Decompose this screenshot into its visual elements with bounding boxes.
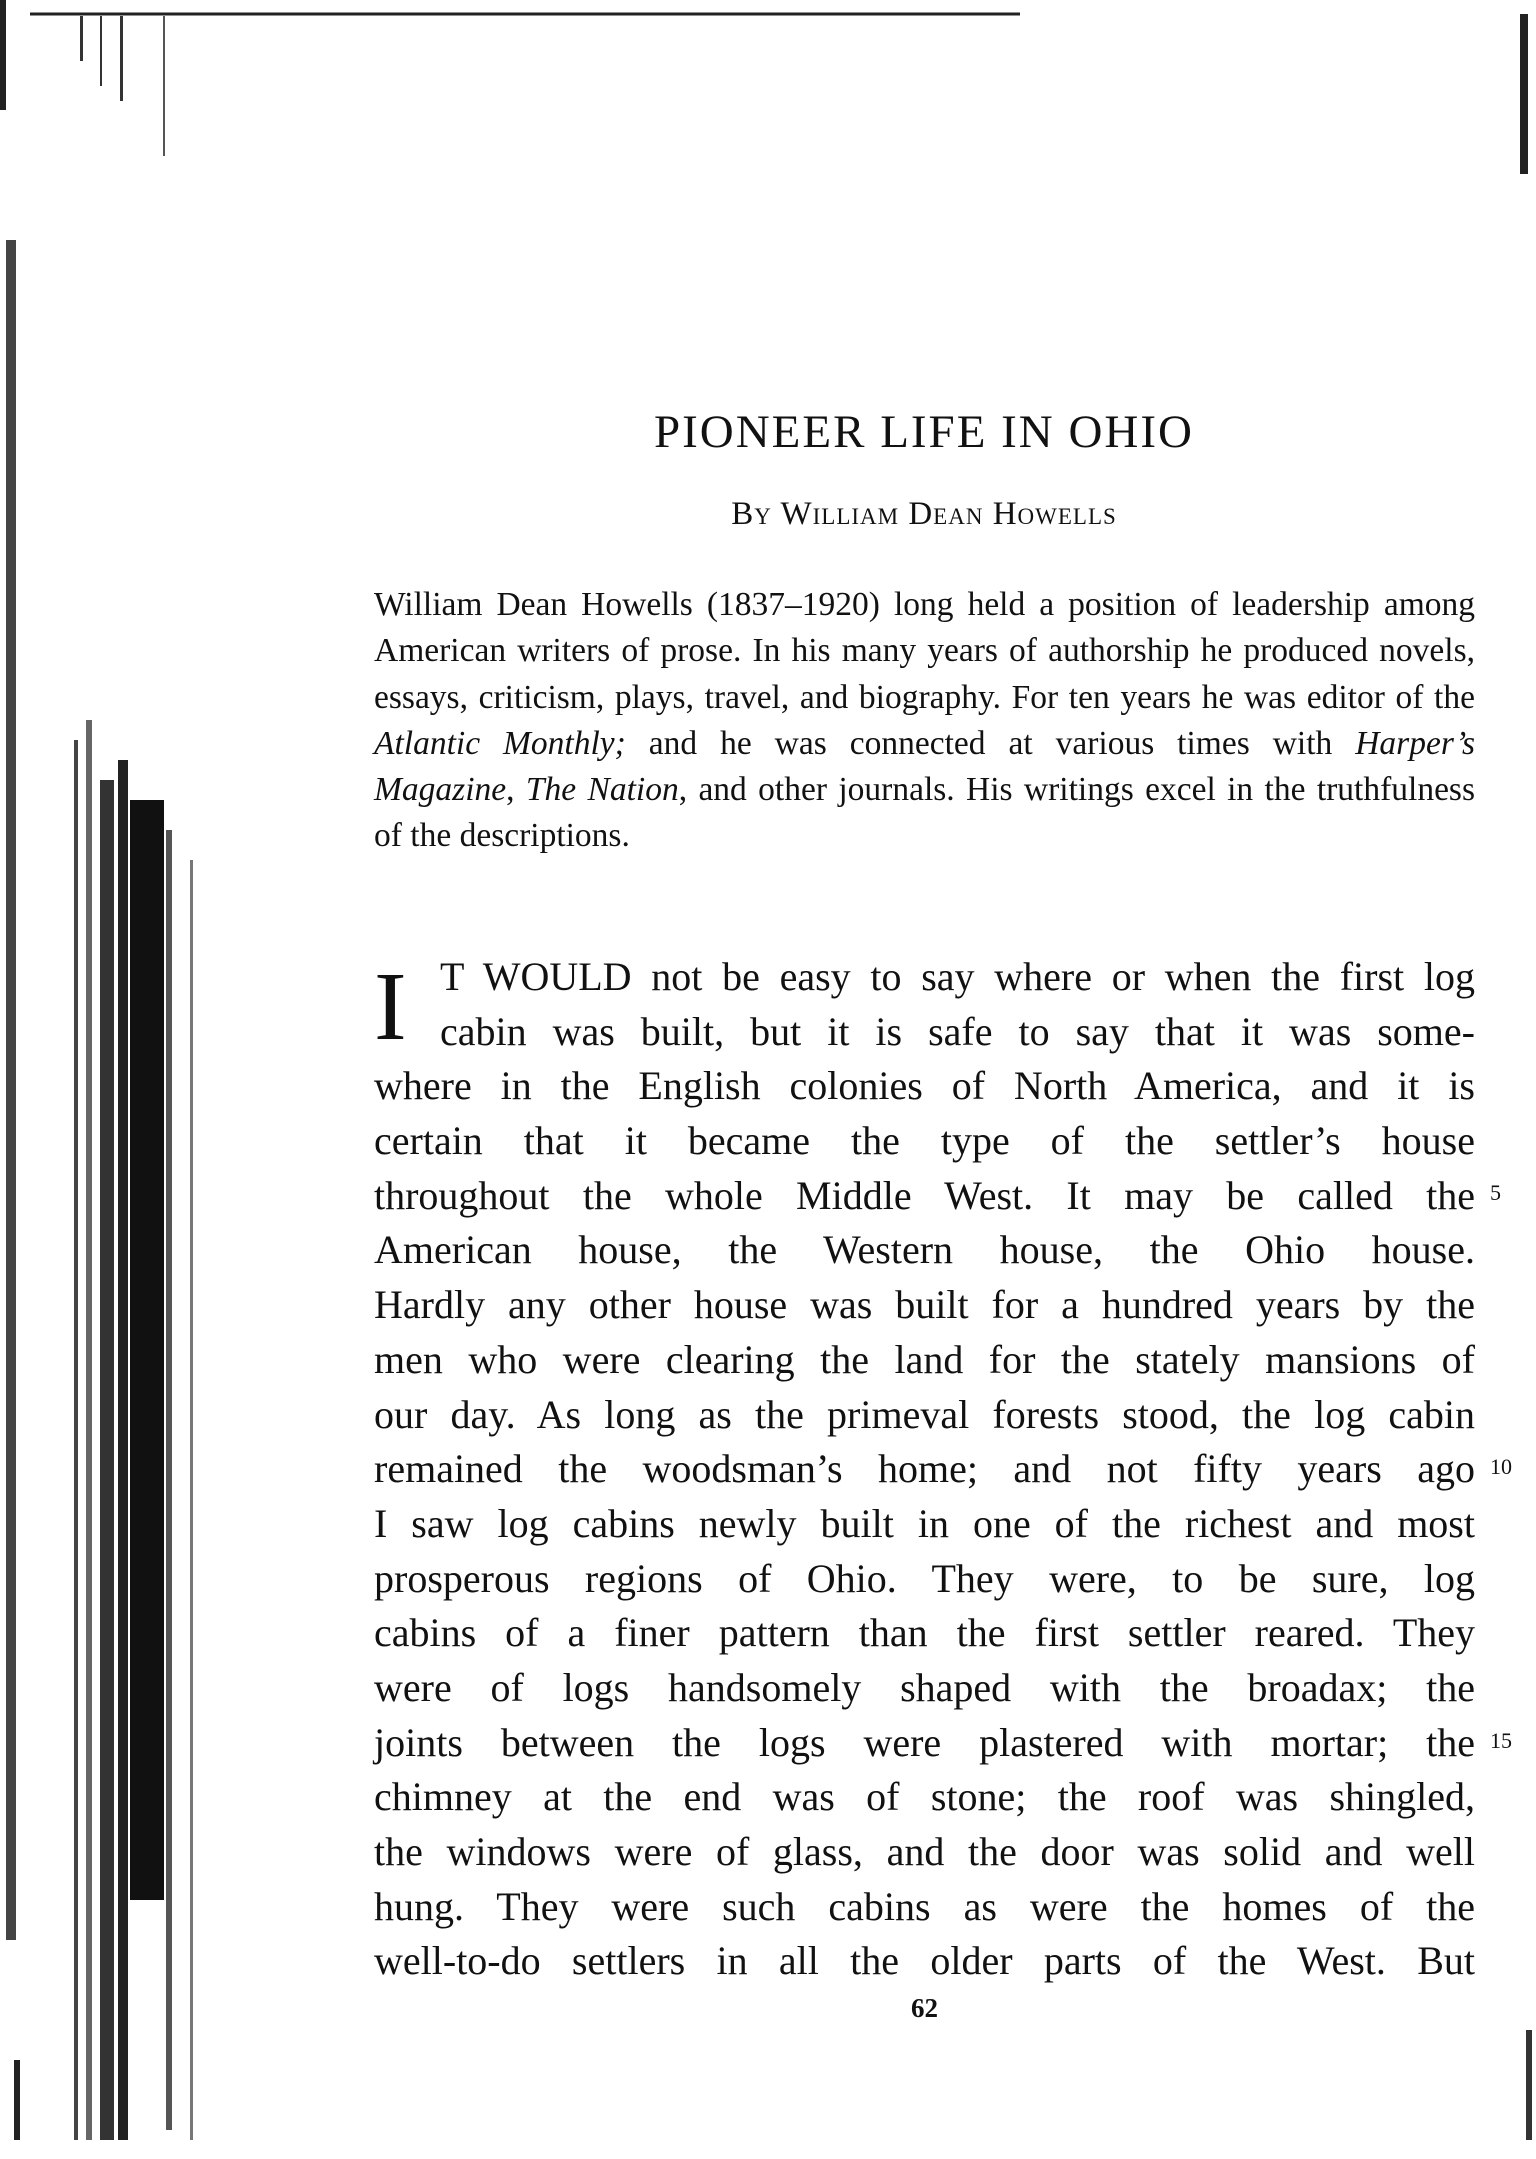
intro-text: and he was connected at various times with <box>625 724 1356 762</box>
text-line: where in the English colonies of North America, and it is <box>374 1063 1475 1109</box>
text-line: T WOULD not be easy to say where or when the first log <box>440 954 1475 999</box>
text-line: our day. As long as the primeval forests stood, the log cabin <box>374 1391 1475 1437</box>
author-byline: By William Dean Howells <box>731 496 1117 532</box>
intro-text: , and other journals. His writings excel in the truthfulness of the descriptions. <box>374 771 1476 855</box>
author-introduction <box>374 582 1475 860</box>
text-line: were of logs handsomely shaped with the broadax; the <box>374 1664 1475 1710</box>
text-line: the windows were of glass, and the door was solid and well <box>374 1829 1475 1874</box>
text-line: throughout the whole Middle West. It may be called the <box>374 1172 1475 1218</box>
body-text <box>374 950 1475 1989</box>
line-number: 10 <box>1490 1454 1512 1479</box>
text-line: cabins of a finer pattern than the first settler reared. They <box>374 1610 1475 1656</box>
drop-cap: I <box>374 953 407 1061</box>
text-line: American house, the Western house, the Ohio house. <box>374 1227 1475 1273</box>
text-line: well-to-do settlers in all the older parts of the West. But <box>374 1938 1475 1984</box>
line-number: 5 <box>1490 1180 1501 1205</box>
text-line: cabin was built, but it is safe to say that it was some- <box>440 1008 1475 1054</box>
intro-text: , <box>506 771 526 809</box>
text-line: prosperous regions of Ohio. They were, to be sure, log <box>374 1555 1475 1601</box>
text-line: men who were clearing the land for the stately mansions of <box>374 1336 1475 1382</box>
line-number: 15 <box>1490 1728 1512 1753</box>
text-line: Hardly any other house was built for a hundred years by the <box>374 1282 1475 1328</box>
text-line: I saw log cabins newly built in one of the richest and most <box>374 1500 1475 1546</box>
text-line: hung. They were such cabins as were the homes of the <box>374 1883 1475 1929</box>
text-line: chimney at the end was of stone; the roof was shingled, <box>374 1774 1475 1820</box>
text-line: certain that it became the type of the settler’s house <box>374 1118 1475 1164</box>
text-line: joints between the logs were plastered with mortar; the <box>374 1719 1475 1765</box>
page-title: PIONEER LIFE IN OHIO <box>654 406 1194 458</box>
text-line: remained the woodsman’s home; and not fifty years ago <box>374 1446 1475 1492</box>
intro-text: William Dean Howells (1837–1920) long held a position of leadership among American writers of prose. In his many years of authorship he produced novels, essays, criticism, plays, travel, and biography. For ten years he was editor of the <box>374 586 1475 716</box>
italic-title: Harper’s Magazine <box>374 724 1475 809</box>
italic-title: Atlantic Monthly; <box>374 724 626 762</box>
italic-title: The Nation <box>525 771 679 809</box>
page-number: 62 <box>911 1993 938 2023</box>
